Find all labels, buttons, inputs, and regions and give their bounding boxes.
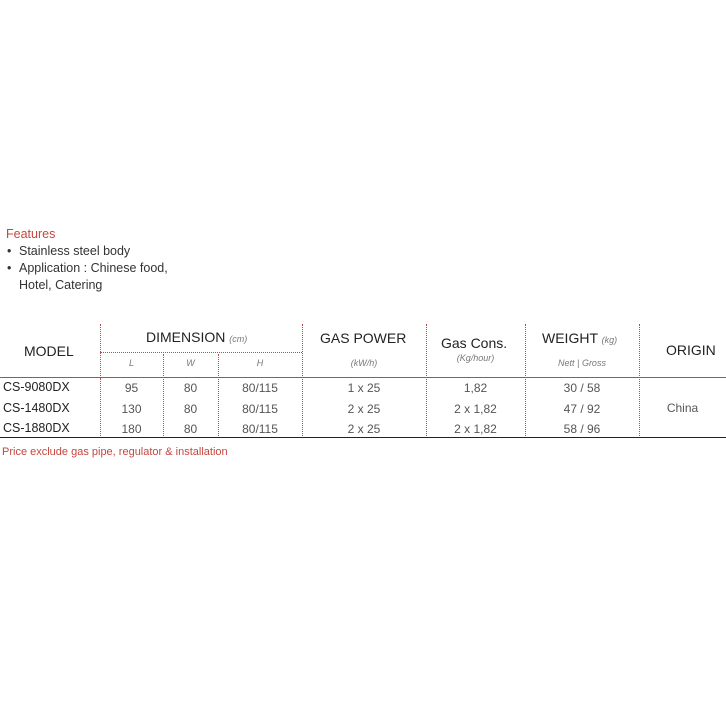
row-dim-w: 80 bbox=[183, 402, 198, 416]
row-origin: China bbox=[666, 401, 699, 415]
row-model: CS-9080DX bbox=[3, 380, 70, 394]
column-divider bbox=[426, 324, 427, 436]
row-dim-l: 95 bbox=[124, 381, 139, 395]
row-dim-l: 180 bbox=[121, 422, 142, 436]
row-gas-power: 2 x 25 bbox=[347, 402, 381, 416]
row-dim-h: 80/115 bbox=[242, 381, 278, 395]
bullet-icon: • bbox=[7, 244, 12, 258]
row-gas-power: 1 x 25 bbox=[347, 381, 381, 395]
header-weight-sep: | bbox=[577, 358, 580, 368]
header-weight-label: WEIGHT bbox=[542, 330, 598, 346]
header-model: MODEL bbox=[24, 343, 74, 359]
features-item-text: Application : Chinese food, bbox=[19, 261, 168, 275]
row-gas-cons: 2 x 1,82 bbox=[454, 422, 497, 436]
row-gas-power: 2 x 25 bbox=[347, 422, 381, 436]
header-weight-sub bbox=[525, 358, 639, 368]
dimension-sub-divider bbox=[100, 352, 302, 353]
row-gas-cons: 2 x 1,82 bbox=[454, 402, 497, 416]
row-model: CS-1880DX bbox=[3, 421, 70, 435]
header-dimension-label: DIMENSION bbox=[146, 329, 226, 345]
header-rule bbox=[0, 377, 726, 378]
header-dim-w: W bbox=[186, 358, 195, 368]
row-dim-l: 130 bbox=[121, 402, 142, 416]
row-gas-cons: 1,82 bbox=[463, 381, 488, 395]
row-weight: 58 / 96 bbox=[563, 422, 601, 436]
column-divider bbox=[100, 324, 101, 378]
header-weight-nett: Nett bbox=[558, 358, 575, 368]
price-note: Price exclude gas pipe, regulator & installation bbox=[2, 446, 228, 458]
row-weight: 30 / 58 bbox=[563, 381, 601, 395]
header-dim-h: H bbox=[256, 358, 264, 368]
features-title: Features bbox=[6, 227, 56, 241]
header-gas-cons-unit: (Kg/hour) bbox=[456, 353, 495, 363]
row-model: CS-1480DX bbox=[3, 401, 70, 415]
row-dim-w: 80 bbox=[183, 422, 198, 436]
bullet-icon: • bbox=[7, 261, 12, 275]
table-bottom-rule bbox=[0, 437, 726, 438]
row-dim-w: 80 bbox=[183, 381, 198, 395]
features-item-text-continued: Hotel, Catering bbox=[19, 278, 103, 292]
row-weight: 47 / 92 bbox=[563, 402, 601, 416]
header-weight-gross: Gross bbox=[581, 358, 606, 368]
column-divider bbox=[639, 324, 640, 436]
header-gas-power-unit: (kW/h) bbox=[350, 358, 378, 368]
header-dimension-unit: (cm) bbox=[229, 334, 248, 344]
features-item-text: Stainless steel body bbox=[19, 244, 131, 258]
row-dim-h: 80/115 bbox=[242, 422, 278, 436]
header-gas-power: GAS POWER bbox=[320, 330, 407, 346]
header-origin: ORIGIN bbox=[666, 342, 716, 358]
header-gas-cons: Gas Cons. bbox=[441, 335, 508, 351]
header-weight bbox=[542, 330, 617, 346]
column-divider bbox=[525, 324, 526, 436]
column-divider bbox=[302, 324, 303, 436]
header-weight-unit: (kg) bbox=[601, 335, 618, 345]
row-dim-h: 80/115 bbox=[242, 402, 278, 416]
header-dimension bbox=[146, 329, 247, 345]
header-dim-l: L bbox=[128, 358, 134, 368]
